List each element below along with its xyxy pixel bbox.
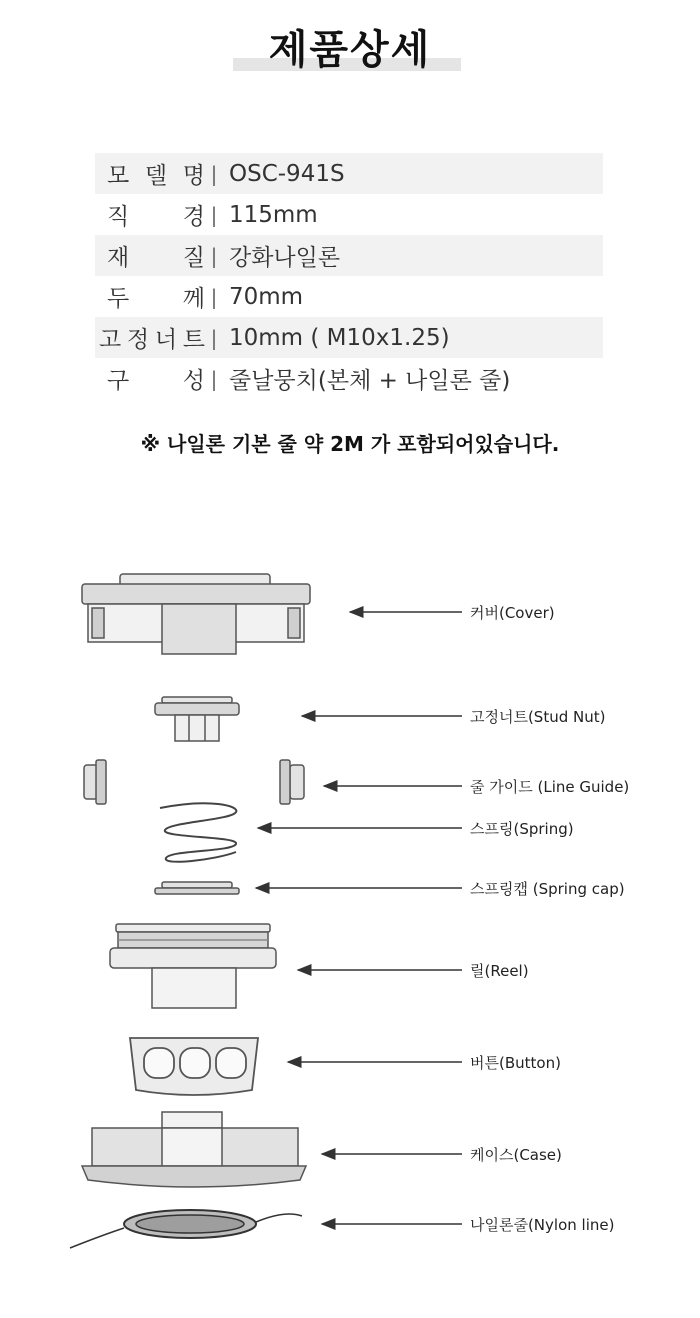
spec-label: 고 정 너 트 <box>99 327 205 353</box>
spec-row-model <box>95 153 603 194</box>
spec-row-material <box>95 235 603 276</box>
spec-value: OSC-941S <box>229 160 345 187</box>
part-label-spring: 스프링(Spring) <box>470 820 574 838</box>
exploded-diagram-svg <box>0 560 700 1280</box>
spec-row-composition <box>95 358 603 399</box>
button-drawing <box>130 1038 258 1095</box>
spec-value: 강화나일론 <box>229 245 341 271</box>
part-label-stud-nut: 고정너트(Stud Nut) <box>470 708 606 726</box>
spec-row-nut <box>95 317 603 358</box>
spec-label: 직 경 <box>107 204 205 230</box>
spec-label: 구 성 <box>107 368 205 394</box>
part-label-case: 케이스(Case) <box>470 1146 562 1164</box>
spec-row-diameter <box>95 194 603 235</box>
spec-label: 두 께 <box>107 286 205 312</box>
spec-separator: | <box>210 366 218 391</box>
case-drawing <box>82 1112 306 1187</box>
part-label-spring-cap: 스프링캡 (Spring cap) <box>470 880 625 898</box>
part-label-nylon-line: 나일론줄(Nylon line) <box>470 1216 615 1234</box>
page-title: 제품상세 <box>268 27 432 73</box>
spec-separator: | <box>210 243 218 268</box>
spec-label: 모 델 명 <box>107 163 205 189</box>
line-guide-drawing <box>84 760 304 804</box>
spec-separator: | <box>210 202 218 227</box>
part-label-reel: 릴(Reel) <box>470 962 529 980</box>
page-header <box>0 18 700 75</box>
spring-drawing <box>160 803 236 862</box>
part-label-cover: 커버(Cover) <box>470 604 555 622</box>
part-label-button: 버튼(Button) <box>470 1054 561 1072</box>
stud-nut-drawing <box>155 697 239 741</box>
spec-value: 10mm ( M10x1.25) <box>229 324 450 351</box>
spec-value: 70mm <box>229 283 304 310</box>
nylon-line-drawing <box>70 1210 302 1248</box>
spec-separator: | <box>210 161 218 186</box>
spec-label: 재 질 <box>107 245 205 271</box>
spec-value: 줄날뭉치(본체 + 나일론 줄) <box>229 368 511 394</box>
spec-separator: | <box>210 325 218 350</box>
spec-table <box>95 153 603 399</box>
cover-drawing <box>82 574 310 654</box>
exploded-diagram <box>0 560 700 1280</box>
spec-value: 115mm <box>229 201 318 228</box>
reel-drawing <box>110 924 276 1008</box>
spring-cap-drawing <box>155 882 239 894</box>
spec-row-thickness <box>95 276 603 317</box>
included-line-note: ※ 나일론 기본 줄 약 2M 가 포함되어있습니다. <box>140 432 560 456</box>
part-label-line-guide: 줄 가이드 (Line Guide) <box>470 778 630 796</box>
spec-separator: | <box>210 284 218 309</box>
